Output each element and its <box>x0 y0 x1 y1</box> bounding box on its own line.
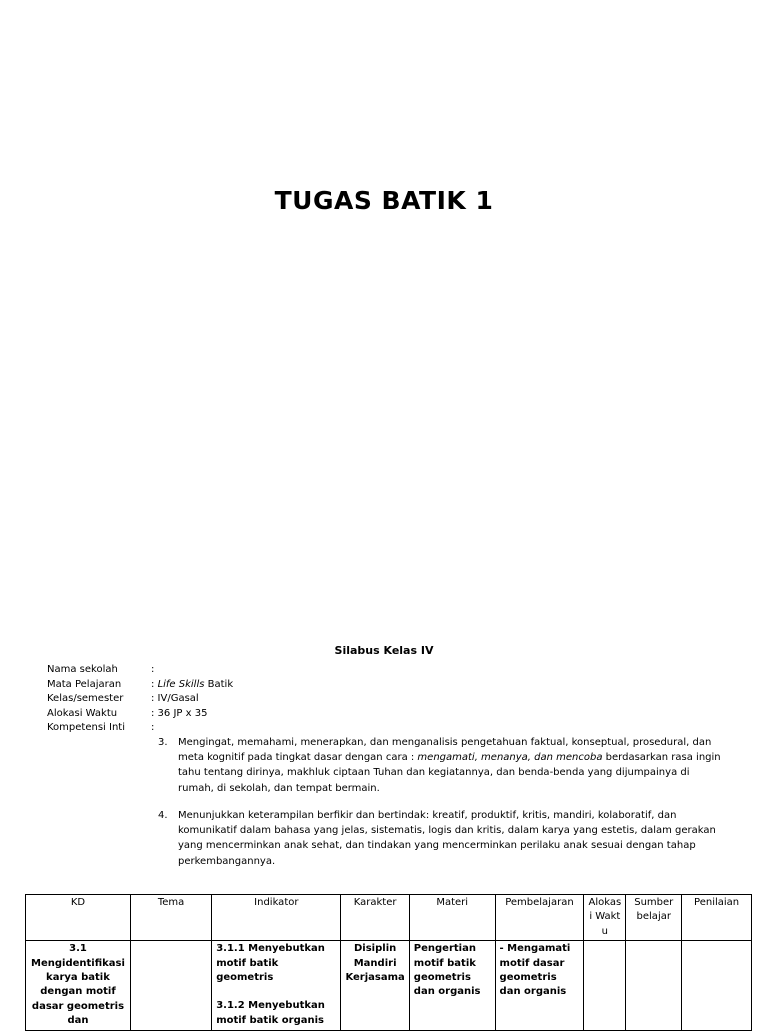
info-value: : 36 JP x 35 <box>151 707 208 719</box>
cell-karakter <box>341 941 409 1030</box>
info-label: Kelas/semester <box>47 693 124 704</box>
ki-number: 4. <box>158 810 168 821</box>
identity-block <box>47 664 233 737</box>
kompetensi-inti-4 <box>158 808 723 869</box>
silabus-title: Silabus Kelas IV <box>334 644 434 657</box>
cell-sumber <box>626 941 682 1030</box>
info-value: : IV/Gasal <box>151 693 199 704</box>
header-kd: KD <box>26 895 131 941</box>
indikator-item: 3.1.1 Menyebutkan motif batik geometris <box>216 943 325 984</box>
silabus-table <box>25 894 752 1031</box>
cell-pembelajaran: - Mengamati motif dasar geometris dan organis <box>495 941 584 1030</box>
header-sumber-belajar: Sumber belajar <box>626 895 682 941</box>
header-materi: Materi <box>409 895 495 941</box>
header-penilaian: Penilaian <box>682 895 752 941</box>
karakter-item: Disiplin <box>354 943 397 955</box>
info-label: Alokasi Waktu <box>47 707 118 719</box>
info-value: : Life Skills Batik <box>151 678 234 690</box>
info-row-alokasi-waktu <box>47 708 233 723</box>
ki-number: 3. <box>158 737 168 748</box>
indikator-item: 3.1.2 Menyebutkan motif batik organis <box>216 1000 325 1026</box>
info-label: Nama sekolah <box>47 664 118 675</box>
info-label: Mata Pelajaran <box>47 678 122 690</box>
cell-kd: 3.1 Mengidentifikasi karya batik dengan motif dasar geometris dan <box>26 941 131 1030</box>
header-indikator: Indikator <box>212 895 341 941</box>
karakter-item: Mandiri <box>353 957 397 969</box>
karakter-item: Kerjasama <box>345 972 405 984</box>
info-row-nama-sekolah <box>47 664 233 679</box>
ki-text: Mengingat, memahami, menerapkan, dan menganalisis pengetahuan faktual, konseptual, prosedural, dan meta kognitif pada tingkat dasar dengan cara : mengamati, menanya, dan mencoba berdasarkan rasa ingin tahu tentang dirinya, makhluk ciptaan Tuhan dan kegiatannya, dan benda-benda yang dijumpainya di rumah, di sekolah, dan tempat bermain. <box>178 737 721 794</box>
info-value: : <box>151 722 155 733</box>
header-pembelajaran: Pembelajaran <box>495 895 584 941</box>
info-row-mata-pelajaran <box>47 679 233 694</box>
cell-materi: Pengertian motif batik geometris dan organis <box>409 941 495 1030</box>
info-label: Kompetensi Inti <box>47 722 125 733</box>
document-title: TUGAS BATIK 1 <box>274 186 494 215</box>
kompetensi-inti-3 <box>158 735 723 796</box>
header-karakter: Karakter <box>341 895 409 941</box>
info-value: : <box>151 664 155 675</box>
cell-alokasi <box>584 941 626 1030</box>
cell-penilaian <box>682 941 752 1030</box>
ki-text: Menunjukkan keterampilan berfikir dan bertindak: kreatif, produktif, kritis, mandiri, kolaboratif, dan komunikatif dalam bahasa yang jelas, sistematis, logis dan kritis, dalam karya yang estetis, dalam gerakan yang mencerminkan anak sehat, dan tindakan yang mencerminkan perilaku anak sesuai dengan tahap perkembangannya. <box>178 810 716 867</box>
table-row <box>26 941 752 1030</box>
header-tema: Tema <box>130 895 211 941</box>
header-alokasi-waktu: Alokas i Wakt u <box>584 895 626 941</box>
table-header-row <box>26 895 752 941</box>
cell-indikator <box>212 941 341 1030</box>
info-row-kelas-semester <box>47 693 233 708</box>
cell-tema <box>130 941 211 1030</box>
